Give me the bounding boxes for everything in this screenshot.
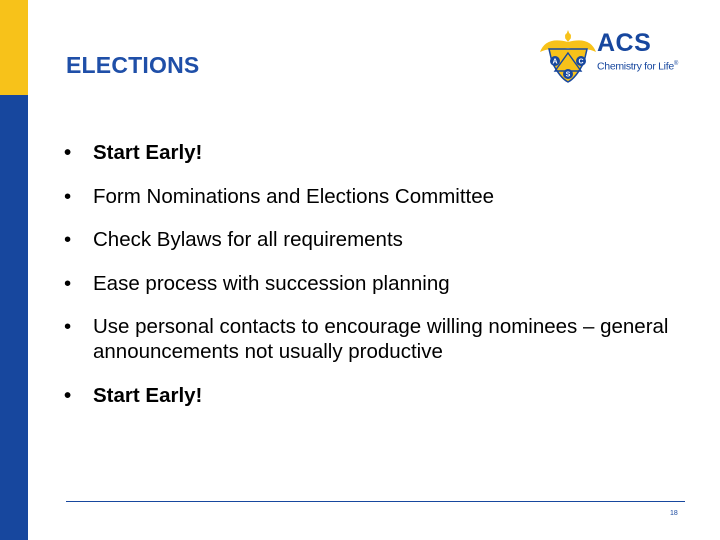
bullet-text: Use personal contacts to encourage willing nominees – general announcements not usually productive [93, 315, 669, 363]
seal-letter: C [578, 58, 584, 66]
bullet-item [62, 314, 702, 364]
bullet-text: Ease process with succession planning [93, 271, 450, 295]
bullet-text: Start Early! [93, 141, 203, 164]
slide-title: ELECTIONS [66, 52, 200, 78]
bullet-dot-icon: • [64, 383, 72, 407]
bullet-dot-icon: • [64, 141, 72, 164]
acs-logo [538, 28, 688, 84]
bullet-item [62, 227, 702, 252]
bullet-dot-icon: • [64, 315, 72, 338]
bullet-text: Check Bylaws for all requirements [93, 228, 403, 251]
footer-divider [66, 501, 685, 502]
logo-wordmark: ACS [597, 29, 652, 57]
logo-tagline [597, 57, 678, 74]
seal-letter: S [565, 71, 571, 79]
bullet-item [62, 184, 702, 209]
bullet-list [62, 140, 702, 426]
bullet-text: Form Nominations and Elections Committee [93, 184, 495, 208]
bullet-dot-icon: • [64, 271, 72, 295]
bullet-dot-icon: • [64, 184, 72, 208]
page-number: 18 [670, 510, 678, 517]
bullet-item [62, 383, 702, 408]
registered-mark: ® [673, 61, 678, 67]
seal-letter: A [552, 58, 558, 66]
acs-seal-icon [538, 28, 598, 84]
bullet-item [62, 140, 702, 165]
side-bar-blue [0, 95, 28, 540]
bullet-dot-icon: • [64, 228, 72, 251]
side-bar-yellow [0, 0, 28, 95]
bullet-text: Start Early! [93, 383, 203, 407]
bullet-item [62, 271, 702, 296]
logo-tagline-text: Chemistry for Life [597, 60, 674, 73]
